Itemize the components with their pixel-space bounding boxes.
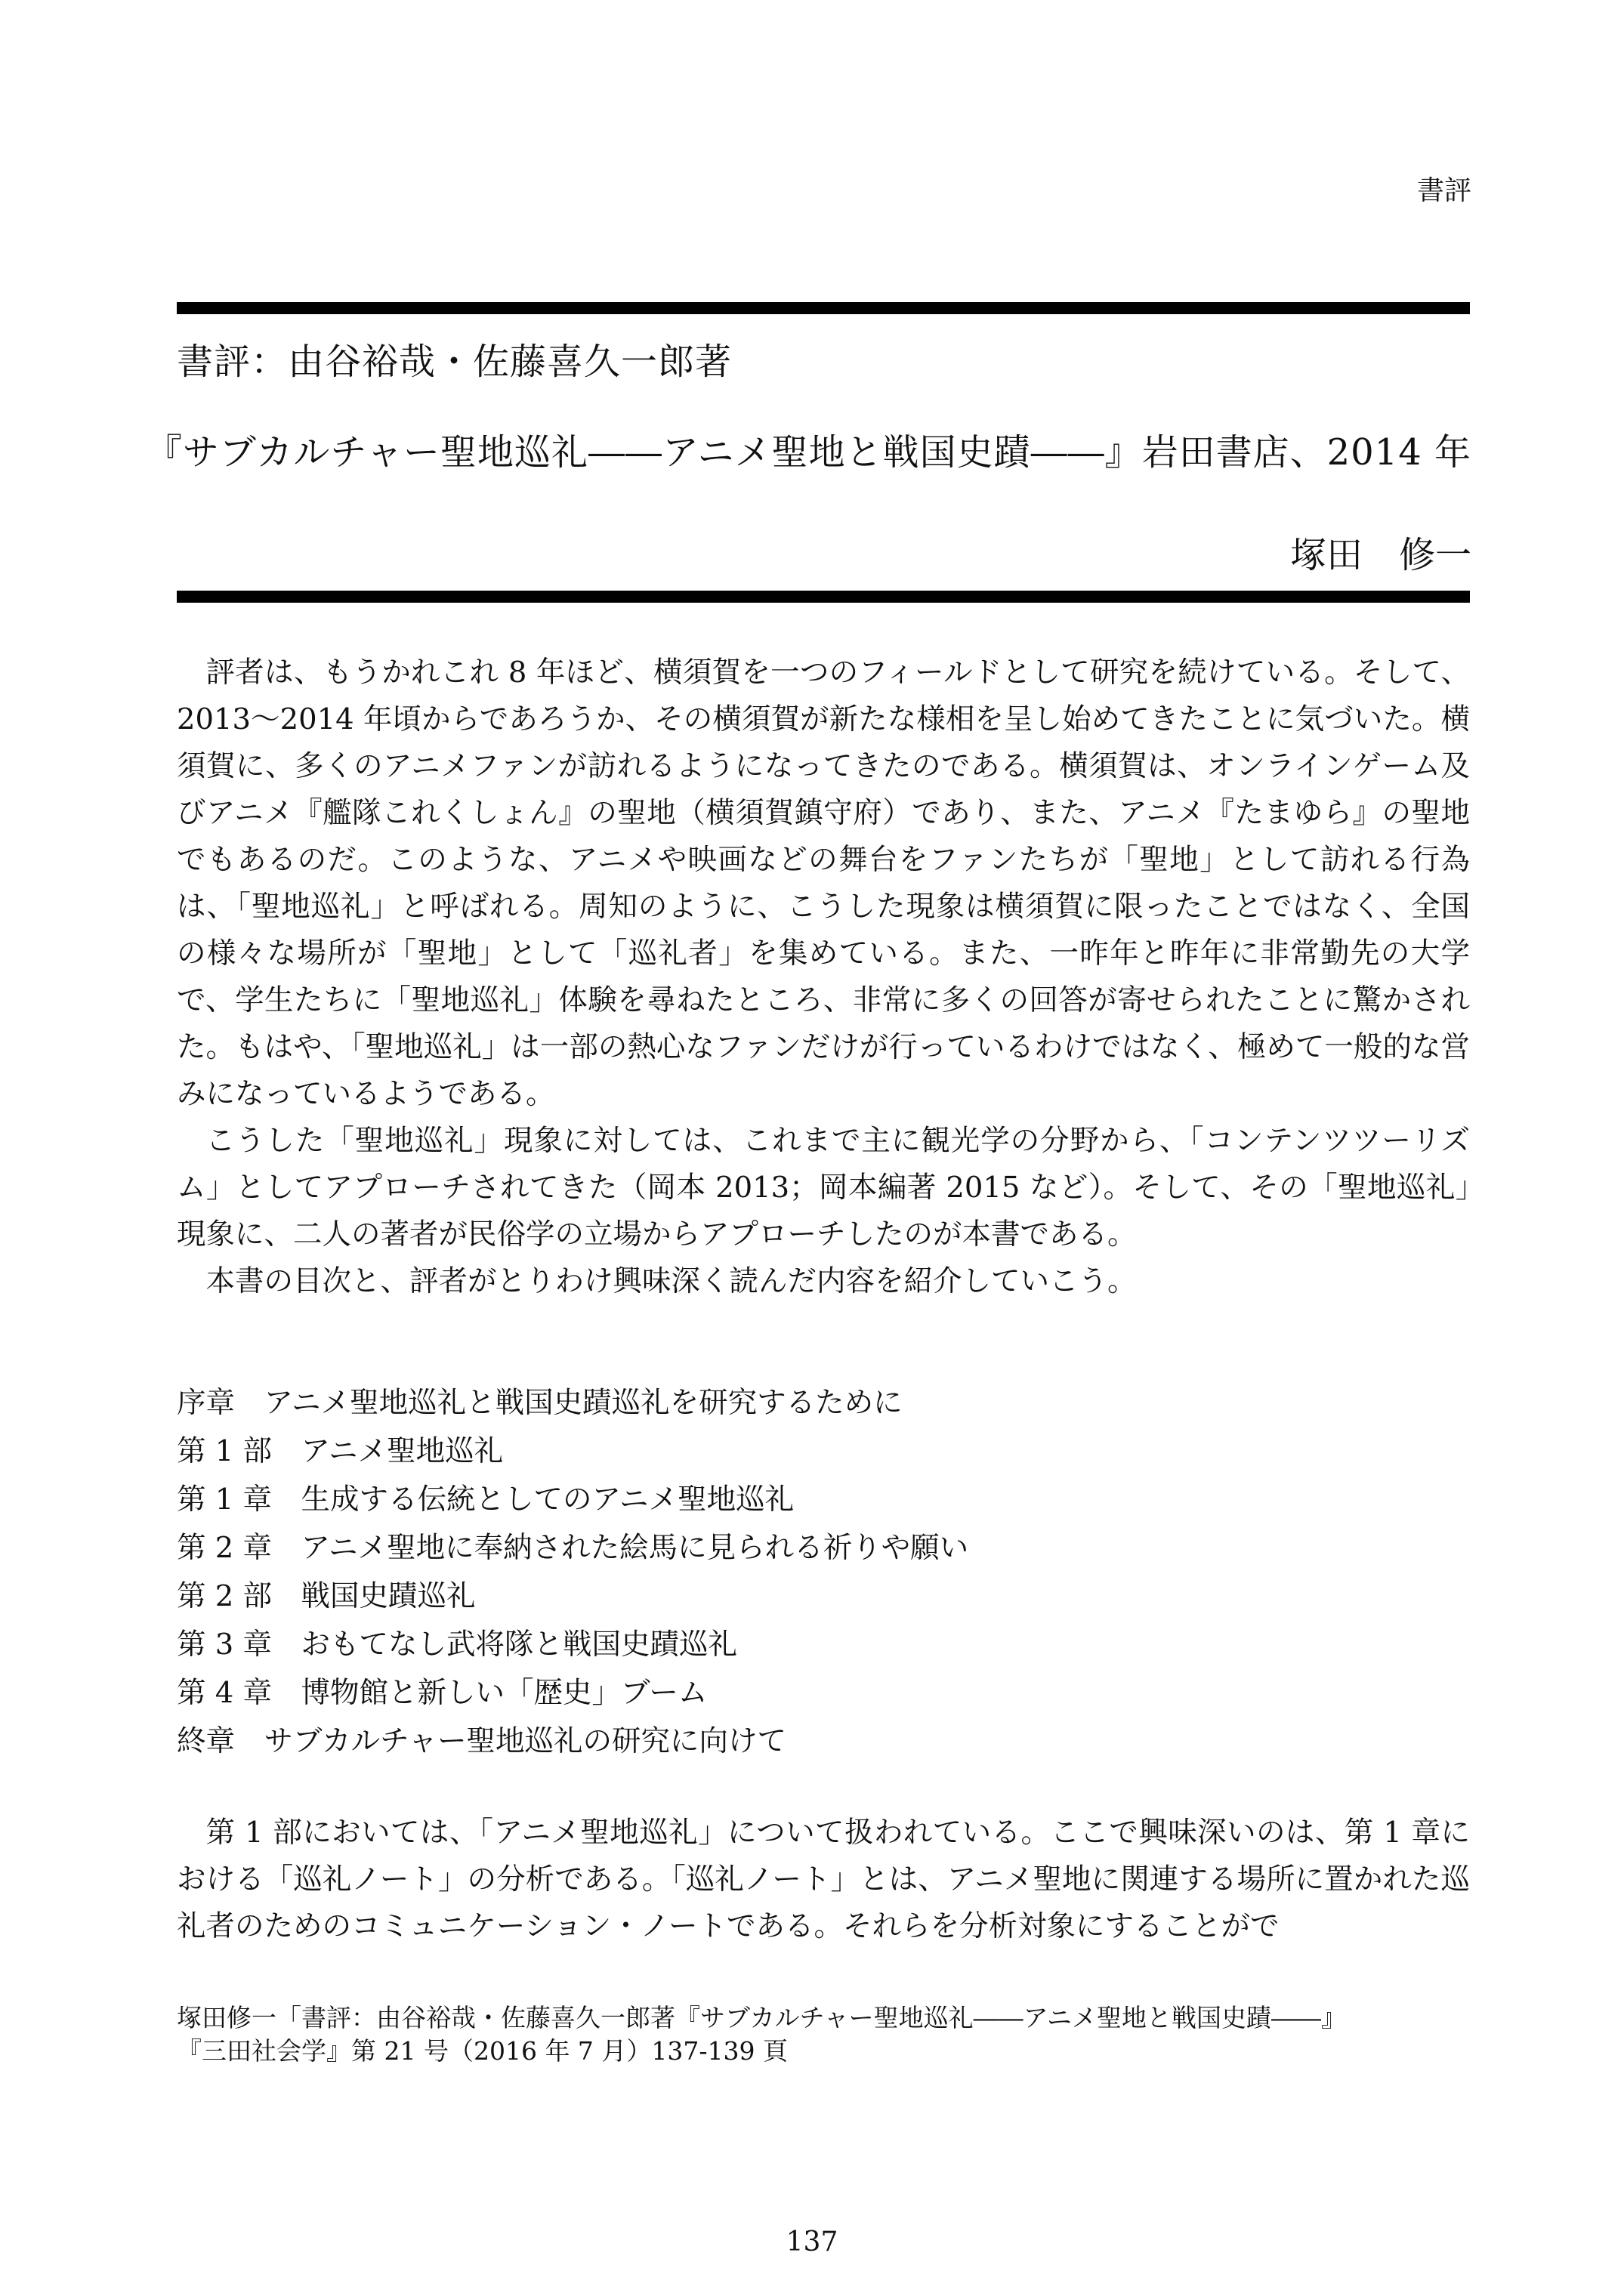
toc-label: 第 1 章 bbox=[177, 1483, 272, 1517]
toc-label: 第 4 章 bbox=[177, 1676, 272, 1710]
toc-title: アニメ聖地巡礼と戦国史蹟巡礼を研究するために bbox=[264, 1386, 903, 1420]
toc-item bbox=[177, 1572, 1470, 1621]
toc-title: おもてなし武将隊と戦国史蹟巡礼 bbox=[301, 1628, 738, 1662]
paragraph-2: こうした「聖地巡礼」現象に対しては、これまで主に観光学の分野から、「コンテンツツーリズム」としてアプローチされてきた（岡本 2013；岡本編著 2015 など）。そして、その「聖地巡礼」現象に、二人の著者が民俗学の立場からアプローチしたのが本書である。 bbox=[177, 1124, 1470, 1251]
running-head: 書評 bbox=[1416, 175, 1471, 206]
paragraph-4: 第 1 部においては、「アニメ聖地巡礼」について扱われている。ここで興味深いのは、第 1 章における「巡礼ノート」の分析である。「巡礼ノート」とは、アニメ聖地に関連する場所に置かれた巡礼者のためのコミュニケーション・ノートである。それらを分析対象にすることがで bbox=[177, 1816, 1470, 1943]
citation-footer bbox=[177, 2001, 1470, 2068]
toc-item bbox=[177, 1717, 1470, 1766]
toc-title: アニメ聖地に奉納された絵馬に見られる祈りや願い bbox=[301, 1531, 969, 1565]
toc-item bbox=[177, 1621, 1470, 1669]
part1-section bbox=[177, 1810, 1470, 1950]
paragraph-1: 評者は、もうかれこれ 8 年ほど、横須賀を一つのフィールドとして研究を続けている。そして、2013〜2014 年頃からであろうか、その横須賀が新たな様相を呈し始めてきたことに気づいた。横須賀に、多くのアニメファンが訪れるようになってきたのである。横須賀は、オンラインゲーム及びアニメ『艦隊これくしょん』の聖地（横須賀鎮守府）であり、また、アニメ『たまゆら』の聖地でもあるのだ。このような、アニメや映画などの舞台をファンたちが「聖地」として訪れる行為は、「聖地巡礼」と呼ばれる。周知のように、こうした現象は横須賀に限ったことではなく、全国の様々な場所が「聖地」として「巡礼者」を集めている。また、一昨年と昨年に非常勤先の大学で、学生たちに「聖地巡礼」体験を尋ねたところ、非常に多くの回答が寄せられたことに驚かされた。もはや、「聖地巡礼」は一部の熱心なファンだけが行っているわけではなく、極めて一般的な営みになっているようである。 bbox=[177, 656, 1470, 1111]
citation-line-2: 『三田社会学』第 21 号（2016 年 7 月）137-139 頁 bbox=[177, 2036, 789, 2066]
toc-title: 戦国史蹟巡礼 bbox=[301, 1579, 476, 1613]
toc-label: 第 2 部 bbox=[177, 1579, 272, 1613]
page-number: 137 bbox=[786, 2227, 838, 2258]
toc-label: 終章 bbox=[177, 1724, 236, 1758]
toc-label: 第 2 章 bbox=[177, 1531, 272, 1565]
bottom-rule bbox=[177, 591, 1470, 603]
intro-section bbox=[177, 650, 1470, 1305]
table-of-contents bbox=[177, 1379, 1470, 1766]
toc-title: アニメ聖地巡礼 bbox=[301, 1434, 504, 1468]
author-name: 塚田 修一 bbox=[1289, 534, 1471, 576]
paragraph-3: 本書の目次と、評者がとりわけ興味深く読んだ内容を紹介していこう。 bbox=[205, 1264, 1137, 1298]
toc-item bbox=[177, 1427, 1470, 1476]
top-rule bbox=[177, 302, 1470, 314]
toc-title: サブカルチャー聖地巡礼の研究に向けて bbox=[264, 1724, 786, 1758]
citation-line-1: 塚田修一「書評：由谷裕哉・佐藤喜久一郎著『サブカルチャー聖地巡礼――アニメ聖地と戦国史蹟――』 bbox=[177, 2003, 1347, 2032]
book-title: 『サブカルチャー聖地巡礼――アニメ聖地と戦国史蹟――』岩田書店、2014 年 bbox=[145, 431, 1471, 474]
toc-item bbox=[177, 1669, 1470, 1717]
review-title: 書評：由谷裕哉・佐藤喜久一郎著 bbox=[177, 341, 733, 383]
toc-title: 生成する伝統としてのアニメ聖地巡礼 bbox=[301, 1483, 795, 1517]
toc-label: 第 3 章 bbox=[177, 1628, 272, 1662]
toc-item bbox=[177, 1379, 1470, 1427]
toc-title: 博物館と新しい「歴史」ブーム bbox=[301, 1676, 708, 1710]
toc-label: 序章 bbox=[177, 1386, 236, 1420]
toc-item bbox=[177, 1476, 1470, 1524]
toc-label: 第 1 部 bbox=[177, 1434, 272, 1468]
toc-item bbox=[177, 1524, 1470, 1572]
